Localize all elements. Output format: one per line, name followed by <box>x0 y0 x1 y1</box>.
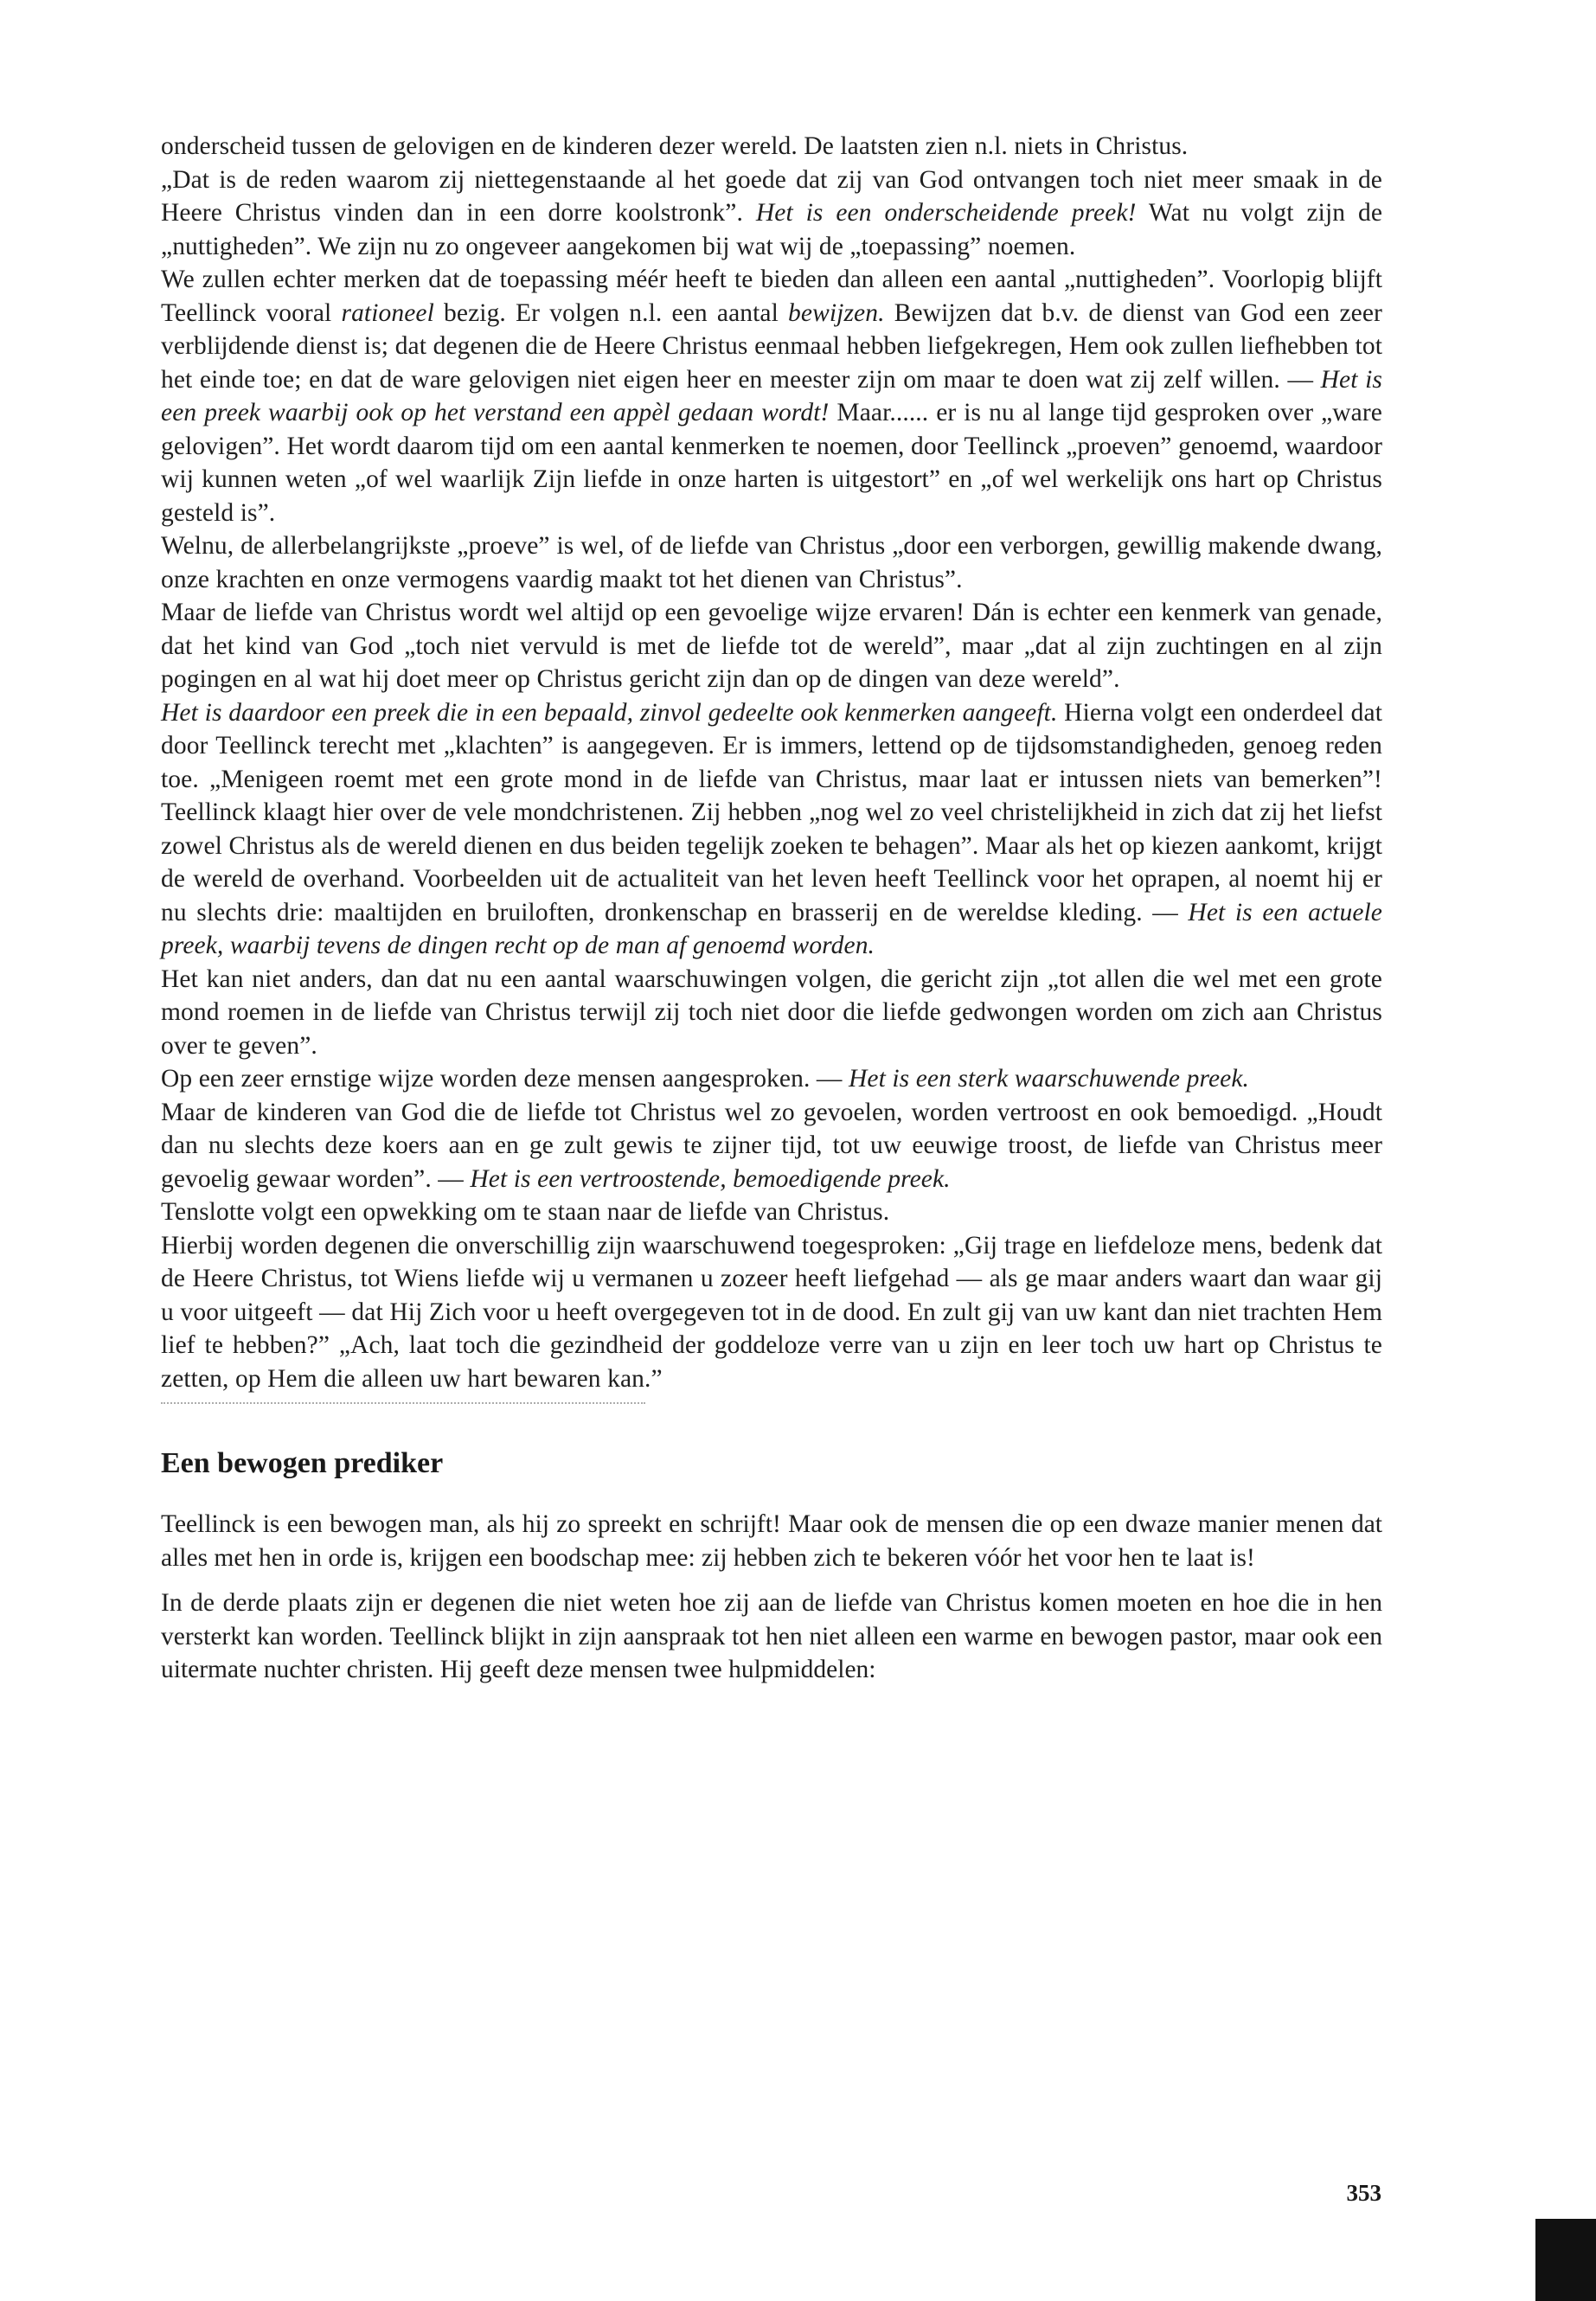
text-run: Maar de kinderen van God die de liefde tot Christus wel zo gevoelen, worden vertroost en ook bemoedigd. „Houdt dan nu slechts deze koers aan en ge zult gewis te zijner tijd, tot uw eeuwige troost, de liefde van Christus meer gevoelig gewaar worden”. — <box>161 1098 1382 1193</box>
text-run: Maar...... er is nu al lange tijd gesproken over „ware gelovigen”. Het wordt daarom tijd om een aantal kenmerken te noemen, door Teellinck „proeven” genoemd, waardoor wij kunnen weten „of wel waarlijk Zijn liefde in onze harten is uitgestort” en „of wel werkelijk ons hart op Christus gesteld is”. <box>161 399 1382 527</box>
italic-emphasis: bewijzen. <box>788 298 885 327</box>
body-text <box>161 130 1382 1395</box>
italic-emphasis: Het is een actuele preek, waarbij tevens de dingen recht op de man af genoemd worden. <box>161 898 1382 959</box>
body-paragraph <box>161 1195 1382 1229</box>
body-paragraph <box>161 696 1382 963</box>
body-paragraph <box>161 963 1382 1063</box>
text-run: Bewijzen dat b.v. de dienst van God een zeer verblijdende dienst is; dat degenen die de Heere Christus eenmaal hebben liefgekregen, Hem ook zullen liefhebben tot het einde toe; en dat de ware gelovigen niet eigen heer en meester zijn om maar te doen wat zij zelf willen. — <box>161 298 1382 394</box>
page-number: 353 <box>1346 2180 1381 2206</box>
separator-rule <box>161 1402 645 1404</box>
section-heading: Een bewogen prediker <box>161 1447 444 1479</box>
text-run: We zullen echter merken dat de toepassing méér heeft te bieden dan alleen een aantal „nuttigheden”. Voorlopig blijft Teellinck vooral <box>161 266 1382 327</box>
body-paragraph <box>161 596 1382 696</box>
body-paragraph <box>161 529 1382 596</box>
page-content <box>161 130 1382 1699</box>
body-paragraph <box>161 163 1382 264</box>
text-run: Hierbij worden degenen die onverschillig zijn waarschuwend toegesproken: „Gij trage en liefdeloze mens, bedenk dat de Heere Christus, tot Wiens liefde wij u vermanen u zozeer heeft liefgehad — als ge maar anders waart dan waar gij u voor uitgeeft — dat Hij Zich voor u heeft overgegeven tot in de dood. En zult gij van uw kant dan niet trachten Hem lief te hebben?” „Ach, laat toch die gezindheid der goddeloze verre van u zijn en leer toch uw hart op Christus te zetten, op Hem die alleen uw hart bewaren kan.” <box>161 1231 1382 1393</box>
body-paragraph <box>161 263 1382 529</box>
text-run: onderscheid tussen de gelovigen en de kinderen dezer wereld. De laatsten zien n.l. niets in Christus. <box>161 132 1189 160</box>
italic-emphasis: Het is een sterk waarschuwende preek. <box>848 1065 1249 1093</box>
text-run: Maar de liefde van Christus wordt wel altijd op een gevoelige wijze ervaren! Dán is echter een kenmerk van genade, dat het kind van God „toch niet vervuld is met de liefde tot de wereld”, maar „dat al zijn zuchtingen en al zijn pogingen en al wat hij doet meer op Christus gericht zijn dan op de dingen van deze wereld”. <box>161 599 1382 693</box>
body-paragraph <box>161 1062 1382 1096</box>
text-run: Het kan niet anders, dan dat nu een aantal waarschuwingen volgen, die gericht zijn „tot allen die wel met een grote mond roemen in de liefde van Christus terwijl zij toch niet door die liefde gedwongen worden om zich aan Christus over te geven”. <box>161 965 1382 1060</box>
text-run: „Dat is de reden waarom zij niettegenstaande al het goede dat zij van God ontvangen toch niet meer smaak in de Heere Christus vinden dan in een dorre koolstronk”. <box>161 165 1382 227</box>
body-paragraph <box>161 130 1382 163</box>
section-paragraph: In de derde plaats zijn er degenen die niet weten hoe zij aan de liefde van Christus komen moeten en hoe die in hen versterkt kan worden. Teellinck blijkt in zijn aanspraak tot hen niet alleen een warme en bewogen pastor, maar ook een uitermate nuchter christen. Hij geeft deze mensen twee hulpmiddelen: <box>161 1589 1382 1683</box>
section-paragraph: Teellinck is een bewogen man, als hij zo spreekt en schrijft! Maar ook de mensen die op een dwaze manier menen dat alles met hen in orde is, krijgen een boodschap mee: zij hebben zich te bekeren vóór het voor hen te laat is! <box>161 1510 1382 1572</box>
text-run: Wat nu volgt zijn de „nuttigheden”. We zijn nu zo ongeveer aangekomen bij wat wij de „toepassing” noemen. <box>161 199 1383 260</box>
text-run: Hierna volgt een onderdeel dat door Teellinck terecht met „klachten” is aangegeven. Er is immers, lettend op de tijdsomstandigheden, genoeg reden toe. „Menigeen roemt met een grote mond in de liefde van Christus, maar laat er intussen niets van bemerken”! Teellinck klaagt hier over de vele mondchristenen. Zij hebben „nog wel zo veel christelijkheid in zich dat zij het liefst zowel Christus als de wereld dienen en dus beiden tegelijk zoeken te behagen”. Maar als het op kiezen aankomt, krijgt de wereld de overhand. Voorbeelden uit de actualiteit van het leven heeft Teellinck voor het oprapen, al noemt hij er nu slechts drie: maaltijden en bruiloften, dronkenschap en brasserij en de wereldse kleding. — <box>161 698 1382 926</box>
italic-emphasis: Het is een preek waarbij ook op het verstand een appèl gedaan wordt! <box>161 365 1382 426</box>
body-paragraph <box>161 1096 1382 1196</box>
scan-edge <box>1535 2219 1596 2301</box>
italic-emphasis: Het is daardoor een preek die in een bepaald, zinvol gedeelte ook kenmerken aangeeft. <box>161 698 1058 727</box>
text-run: Welnu, de allerbelangrijkste „proeve” is wel, of de liefde van Christus „door een verborgen, gewillig makende dwang, onze krachten en onze vermogens vaardig maakt tot het dienen van Christus”. <box>161 532 1382 593</box>
body-paragraph <box>161 1229 1382 1396</box>
italic-emphasis: Het is een vertroostende, bemoedigende preek. <box>470 1164 951 1193</box>
text-run: bezig. Er volgen n.l. een aantal <box>433 298 789 327</box>
text-run: Op een zeer ernstige wijze worden deze mensen aangesproken. — <box>161 1065 849 1093</box>
italic-emphasis: Het is een onderscheidende preek! <box>755 199 1137 227</box>
text-run: Tenslotte volgt een opwekking om te staan naar de liefde van Christus. <box>161 1198 890 1226</box>
italic-emphasis: rationeel <box>341 298 434 327</box>
